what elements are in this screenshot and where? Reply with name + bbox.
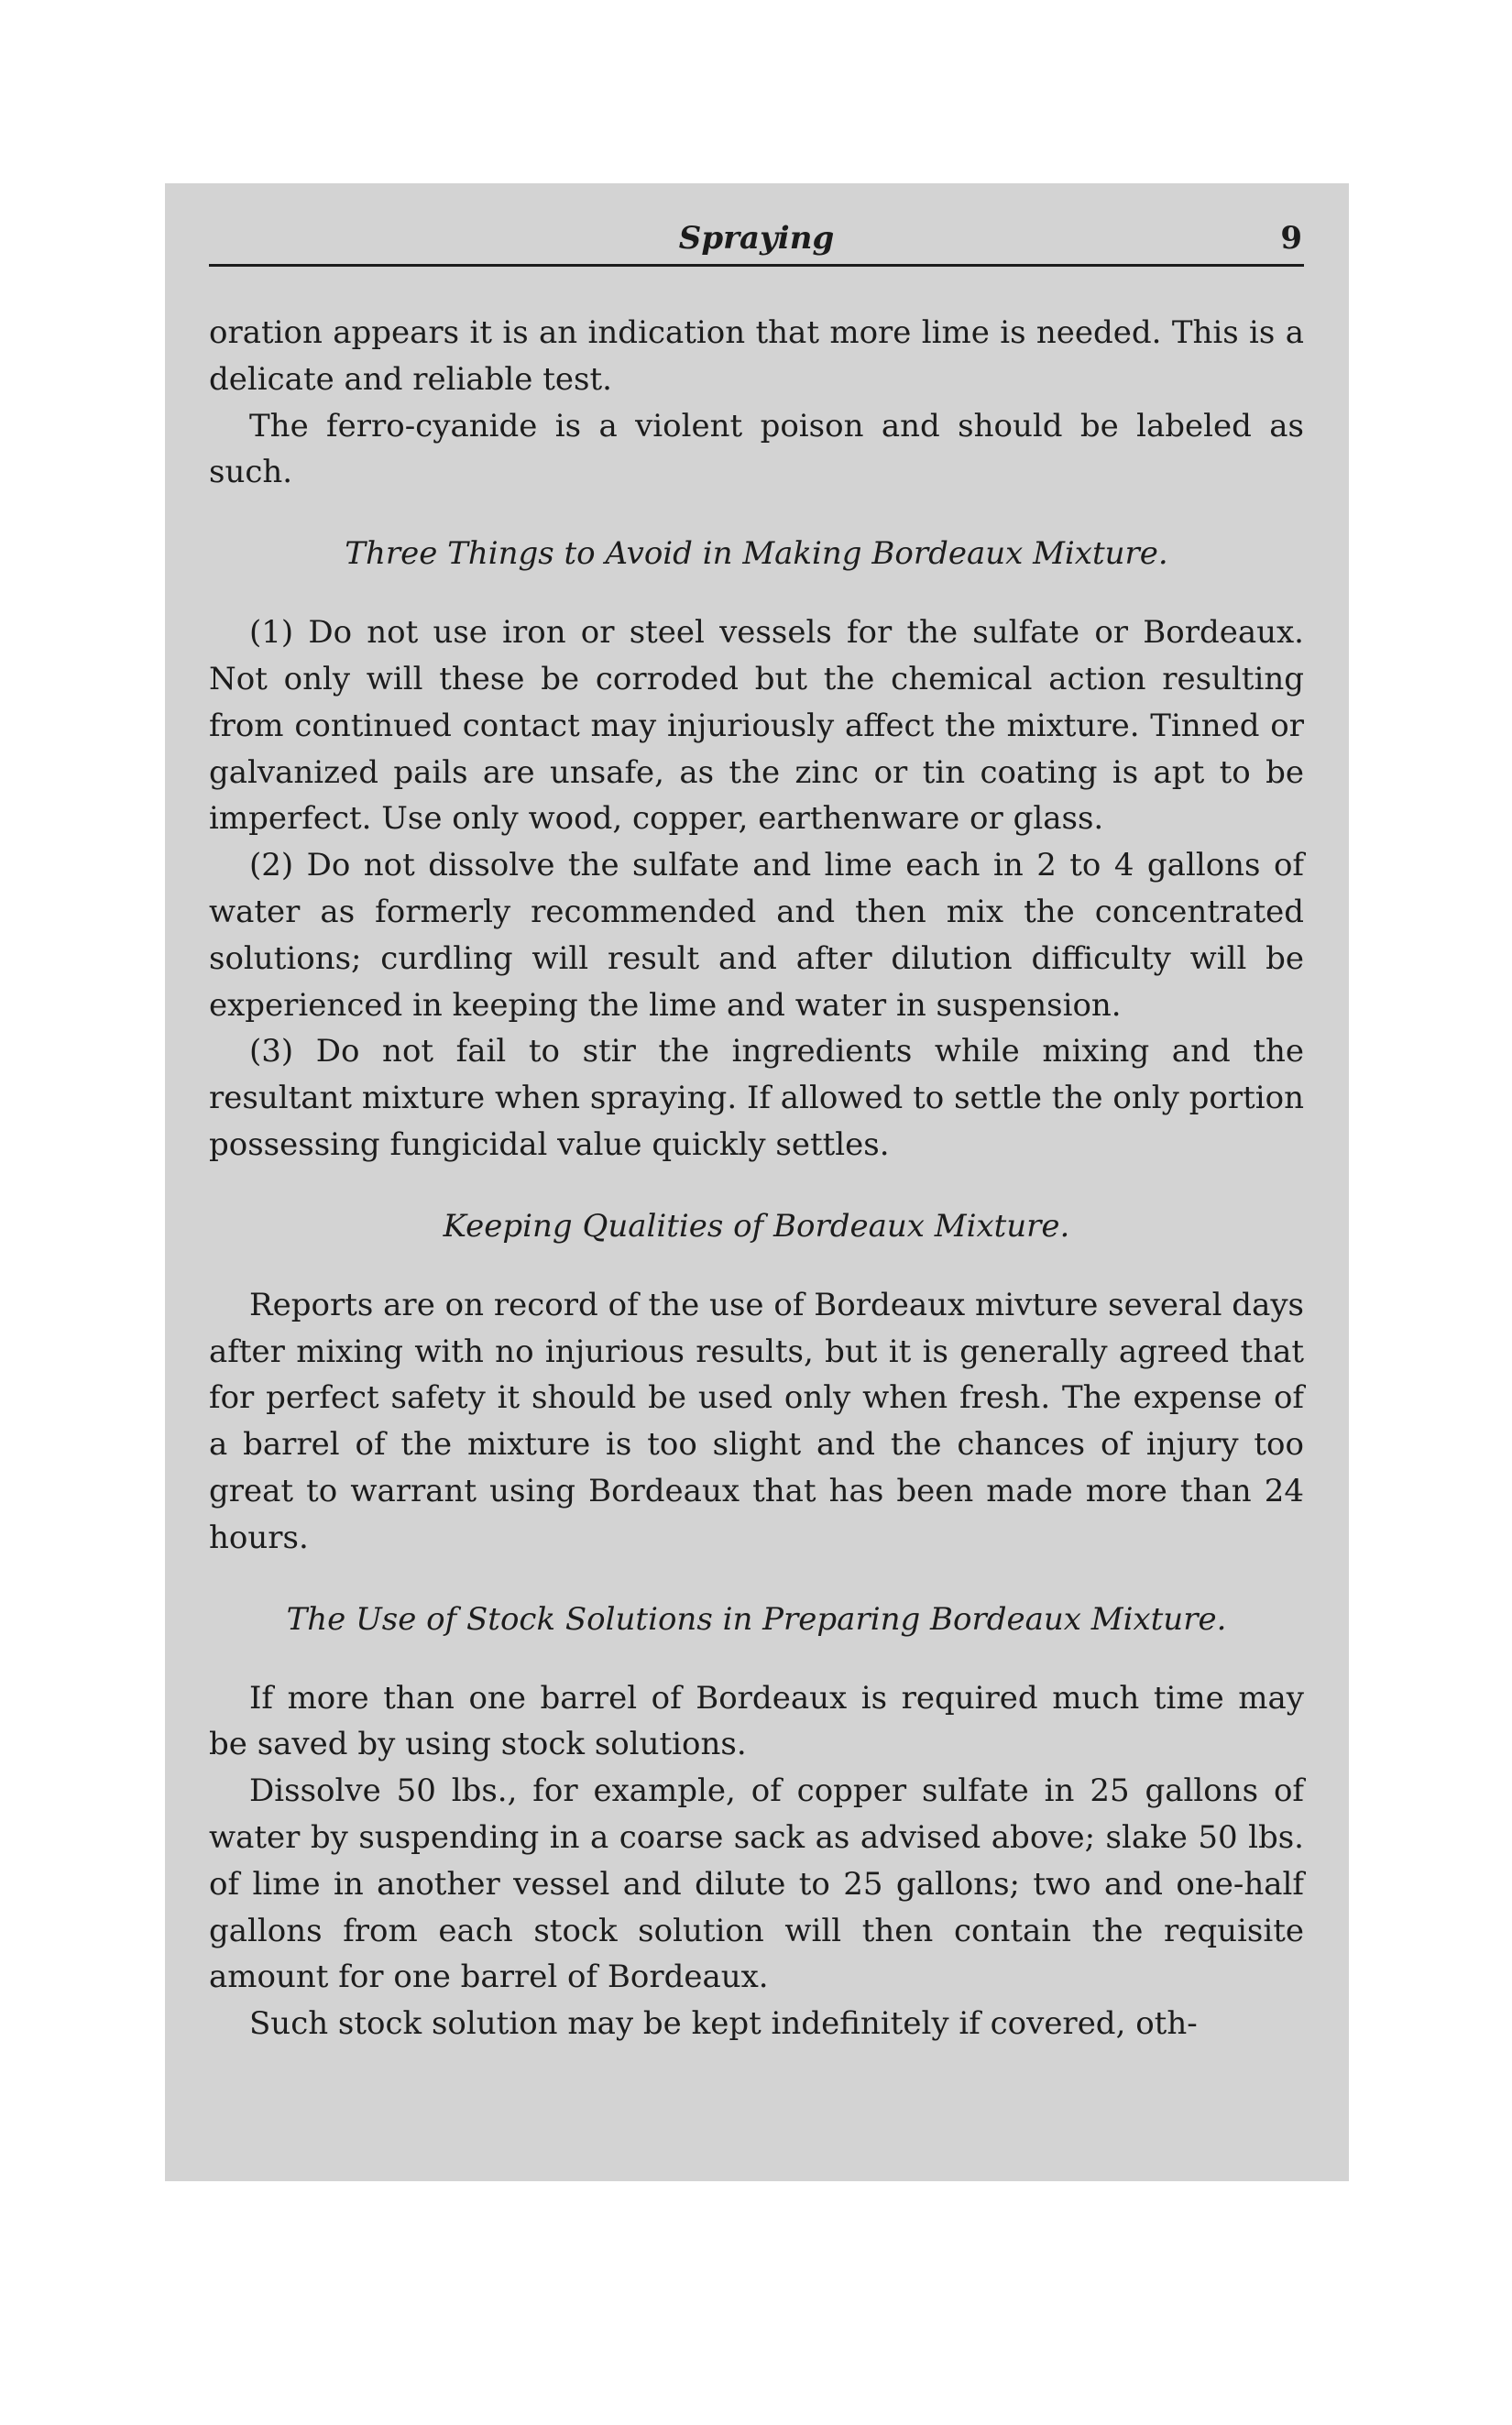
section-heading-keeping-qualities: Keeping Qualities of Bordeaux Mixture.	[443, 1207, 1070, 1245]
paragraph-avoid-2: (2) Do not dissolve the sulfate and lime each in 2 to 4 gallons of water as formerly recommended and then mix the concentrated solutions; curdling will result and after dilution difficulty will be experienced in keeping the lime and water in suspension.	[209, 847, 1304, 1024]
paragraph-stock-3: Such stock solution may be kept indefinitely if covered, oth-	[249, 2005, 1198, 2043]
body-text	[209, 310, 1304, 2047]
section-heading-stock-solutions: The Use of Stock Solutions in Preparing Bordeaux Mixture.	[286, 1600, 1227, 1638]
paragraph-stock-2: Dissolve 50 lbs., for example, of copper sulfate in 25 gallons of water by suspending in a coarse sack as advised above; slake 50 lbs. of lime in another vessel and dilute to 25 gallons; two and one-half gallons from each stock solution will then contain the requisite amount for one barrel of Bordeaux.	[209, 1772, 1304, 1996]
section-heading-three-things: Three Things to Avoid in Making Bordeaux Mixture.	[345, 535, 1168, 573]
running-title: Spraying	[678, 220, 835, 257]
page-number: 9	[1280, 220, 1302, 257]
paragraph-continued: oration appears it is an indication that more lime is needed. This is a delicate and reliable test.	[209, 314, 1304, 398]
paragraph-keeping-qualities: Reports are on record of the use of Bordeaux mivture several days after mixing with no injurious results, but it is generally agreed that for perfect safety it should be used only when fresh. The expense of a barrel of the mixture is too slight and the chances of injury too great to warrant using Bordeaux that has been made more than 24 hours.	[209, 1286, 1304, 1556]
paragraph-avoid-3: (3) Do not fail to stir the ingredients while mixing and the resultant mixture when spraying. If allowed to settle the only portion possessing fungicidal value quickly settles.	[209, 1033, 1304, 1163]
paragraph-avoid-1: (1) Do not use iron or steel vessels for the sulfate or Bordeaux. Not only will these be corroded but the chemical action resulting from continued contact may injuriously affect the mixture. Tinned or galvanized pails are unsafe, as the zinc or tin coating is apt to be imperfect. Use only wood, copper, earthenware or glass.	[209, 614, 1304, 838]
page-header	[209, 213, 1304, 267]
paragraph-stock-1: If more than one barrel of Bordeaux is required much time may be saved by using stock solutions.	[209, 1679, 1304, 1763]
book-page	[165, 183, 1349, 2181]
paragraph-poison-warning: The ferro-cyanide is a violent poison and should be labeled as such.	[209, 407, 1304, 491]
